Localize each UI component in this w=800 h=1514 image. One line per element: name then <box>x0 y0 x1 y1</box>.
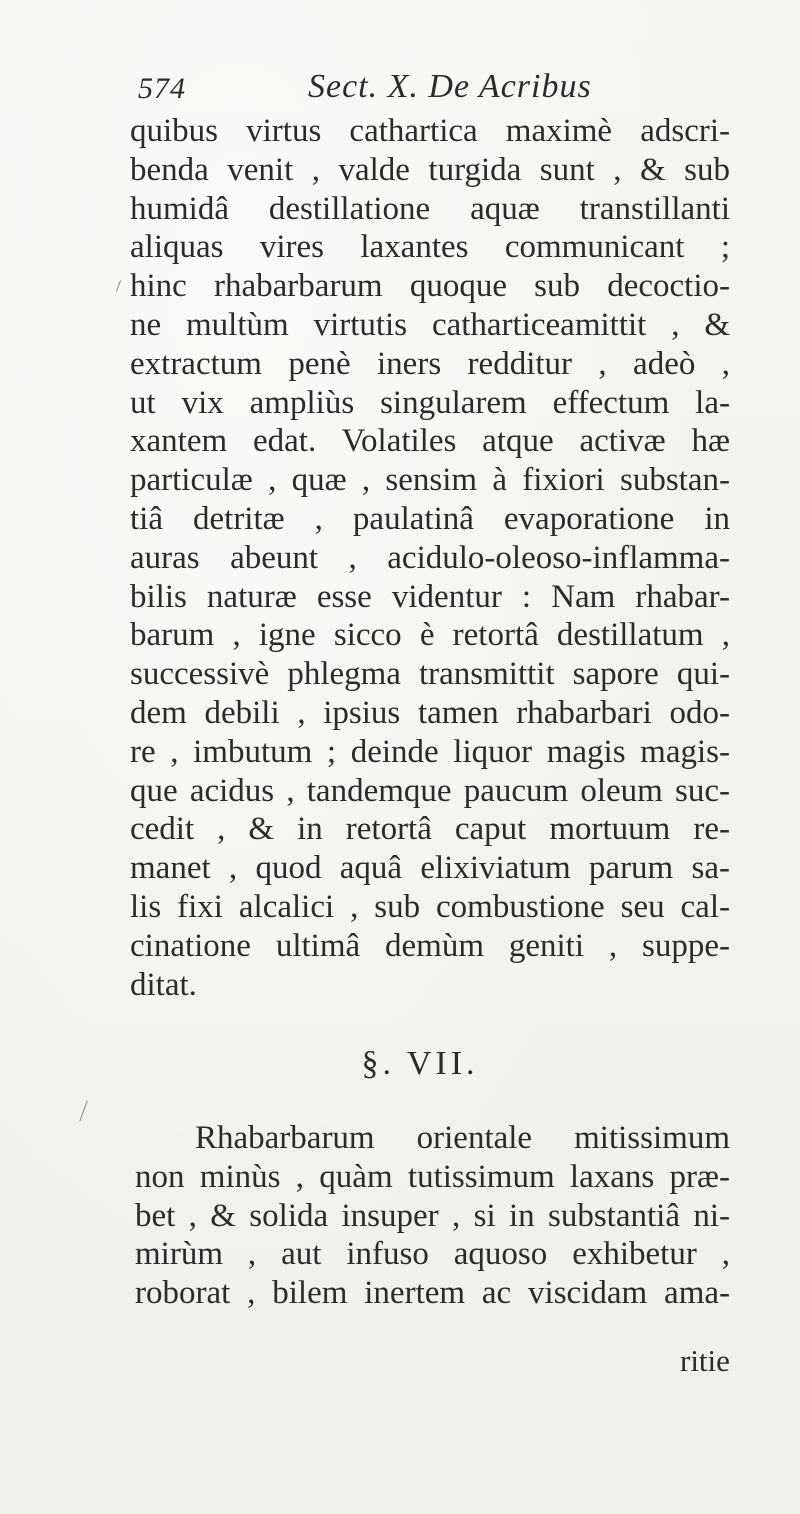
text-line: humidâ destillatione aquæ transtillanti <box>130 190 730 227</box>
text-line: bilis naturæ esse videntur : Nam rhabar- <box>130 578 730 615</box>
text-line: cinatione ultimâ demùm geniti , suppe- <box>130 927 730 964</box>
text-line: bet , & solida insuper , si in substantiâ ni- <box>135 1197 730 1234</box>
text-line: re , imbutum ; deinde liquor magis magis- <box>130 733 730 770</box>
text-line: hinc rhabarbarum quoque sub decoctio- <box>130 268 730 305</box>
text-line: ditat. <box>130 966 197 1003</box>
paragraph-1 <box>130 112 730 1004</box>
text-line: Rhabarbarum orientale mitissimum <box>195 1120 730 1156</box>
catchword: ritie <box>680 1343 730 1378</box>
text-line: barum , igne sicco è retortâ destillatum , <box>130 617 730 654</box>
text-line: auras abeunt , acidulo-oleoso-inflamma- <box>130 539 730 576</box>
text-line: roborat , bilem inertem ac viscidam ama- <box>135 1275 730 1312</box>
text-line: cedit , & in retortâ caput mortuum re- <box>130 811 730 848</box>
text-line: mirùm , aut infuso aquoso exhibetur , <box>135 1236 730 1273</box>
margin-mark <box>116 280 121 292</box>
text-line: aliquas vires laxantes communicant ; <box>130 229 730 266</box>
text-line: que acidus , tandemque paucum oleum suc- <box>130 772 730 809</box>
page-number: 574 <box>138 72 186 105</box>
text-line: benda venit , valde turgida sunt , & sub <box>130 151 730 188</box>
paragraph-2 <box>135 1119 730 1313</box>
text-line: extractum penè iners redditur , adeò , <box>130 345 730 382</box>
text-line: quibus virtus cathartica maximè adscri- <box>130 113 730 149</box>
section-heading: §. VII. <box>361 1045 479 1082</box>
margin-mark <box>79 1100 87 1121</box>
text-line: manet , quod aquâ elixiviatum parum sa- <box>130 850 730 887</box>
text-line: ne multùm virtutis catharticeamittit , & <box>130 306 730 343</box>
text-line: ut vix ampliùs singularem effectum la- <box>130 384 730 421</box>
text-line: tiâ detritæ , paulatinâ evaporatione in <box>130 500 730 537</box>
text-line: xantem edat. Volatiles atque activæ hæ <box>130 423 730 460</box>
text-line: particulæ , quæ , sensim à fixiori substan- <box>130 462 730 499</box>
running-head: Sect. X. De Acribus <box>308 68 592 105</box>
page-header <box>0 68 800 118</box>
text-line: dem debili , ipsius tamen rhabarbari odo- <box>130 694 730 731</box>
text-line: successivè phlegma transmittit sapore qui- <box>130 656 730 693</box>
text-line: non minùs , quàm tutissimum laxans præ- <box>135 1158 730 1195</box>
text-line: lis fixi alcalici , sub combustione seu cal- <box>130 888 730 925</box>
